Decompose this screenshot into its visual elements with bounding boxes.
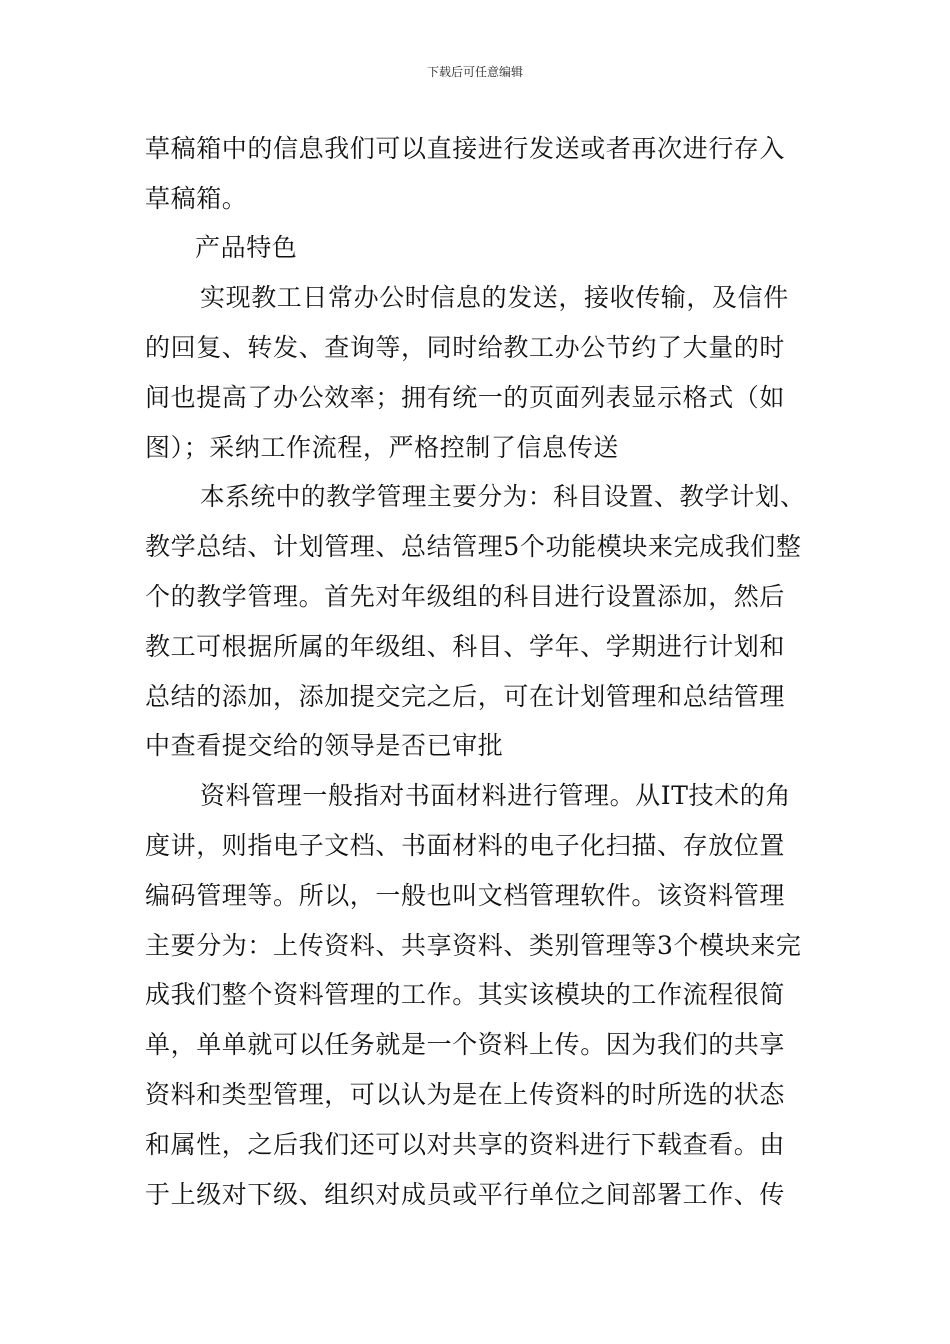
body-line-10: 个的教学管理。首先对年级组的科目进行设置添加，然后 — [145, 582, 786, 611]
body-line-15: 度讲，则指电子文档、书面材料的电子化扫描、存放位置 — [145, 831, 786, 860]
section-heading: 产品特色 — [195, 233, 298, 262]
body-line-18: 成我们整个资料管理的工作。其实该模块的工作流程很简 — [145, 980, 786, 1009]
body-line-6: 间也提高了办公效率；拥有统一的页面列表显示格式（如 — [145, 383, 786, 412]
body-line-14: 资料管理一般指对书面材料进行管理。从IT技术的角 — [200, 781, 791, 810]
body-line-21: 和属性，之后我们还可以对共享的资料进行下载查看。由 — [145, 1130, 786, 1159]
page-header: 下载后可任意编辑 — [426, 65, 523, 79]
body-line-9: 教学总结、计划管理、总结管理5个功能模块来完成我们整 — [145, 532, 802, 561]
body-line-19: 单，单单就可以任务就是一个资料上传。因为我们的共享 — [145, 1030, 786, 1059]
body-line-1: 草稿箱中的信息我们可以直接进行发送或者再次进行存入 — [145, 134, 786, 163]
body-line-8: 本系统中的教学管理主要分为：科目设置、教学计划、 — [200, 482, 806, 511]
body-line-5: 的回复、转发、查询等，同时给教工办公节约了大量的时 — [145, 333, 786, 362]
body-line-20: 资料和类型管理，可以认为是在上传资料的时所选的状态 — [145, 1080, 786, 1109]
body-line-11: 教工可根据所属的年级组、科目、学年、学期进行计划和 — [145, 632, 786, 661]
body-line-16: 编码管理等。所以，一般也叫文档管理软件。该资料管理 — [145, 881, 786, 910]
body-line-12: 总结的添加，添加提交完之后，可在计划管理和总结管理 — [145, 682, 786, 711]
body-line-2: 草稿箱。 — [145, 184, 248, 213]
body-line-4: 实现教工日常办公时信息的发送，接收传输，及信件 — [200, 283, 789, 312]
body-line-13: 中查看提交给的领导是否已审批 — [145, 731, 504, 760]
body-line-7: 图）；采纳工作流程，严格控制了信息传送 — [145, 433, 619, 462]
body-line-17: 主要分为：上传资料、共享资料、类别管理等3个模块来完 — [145, 931, 802, 960]
body-line-22: 于上级对下级、组织对成员或平行单位之间部署工作、传 — [145, 1180, 786, 1209]
